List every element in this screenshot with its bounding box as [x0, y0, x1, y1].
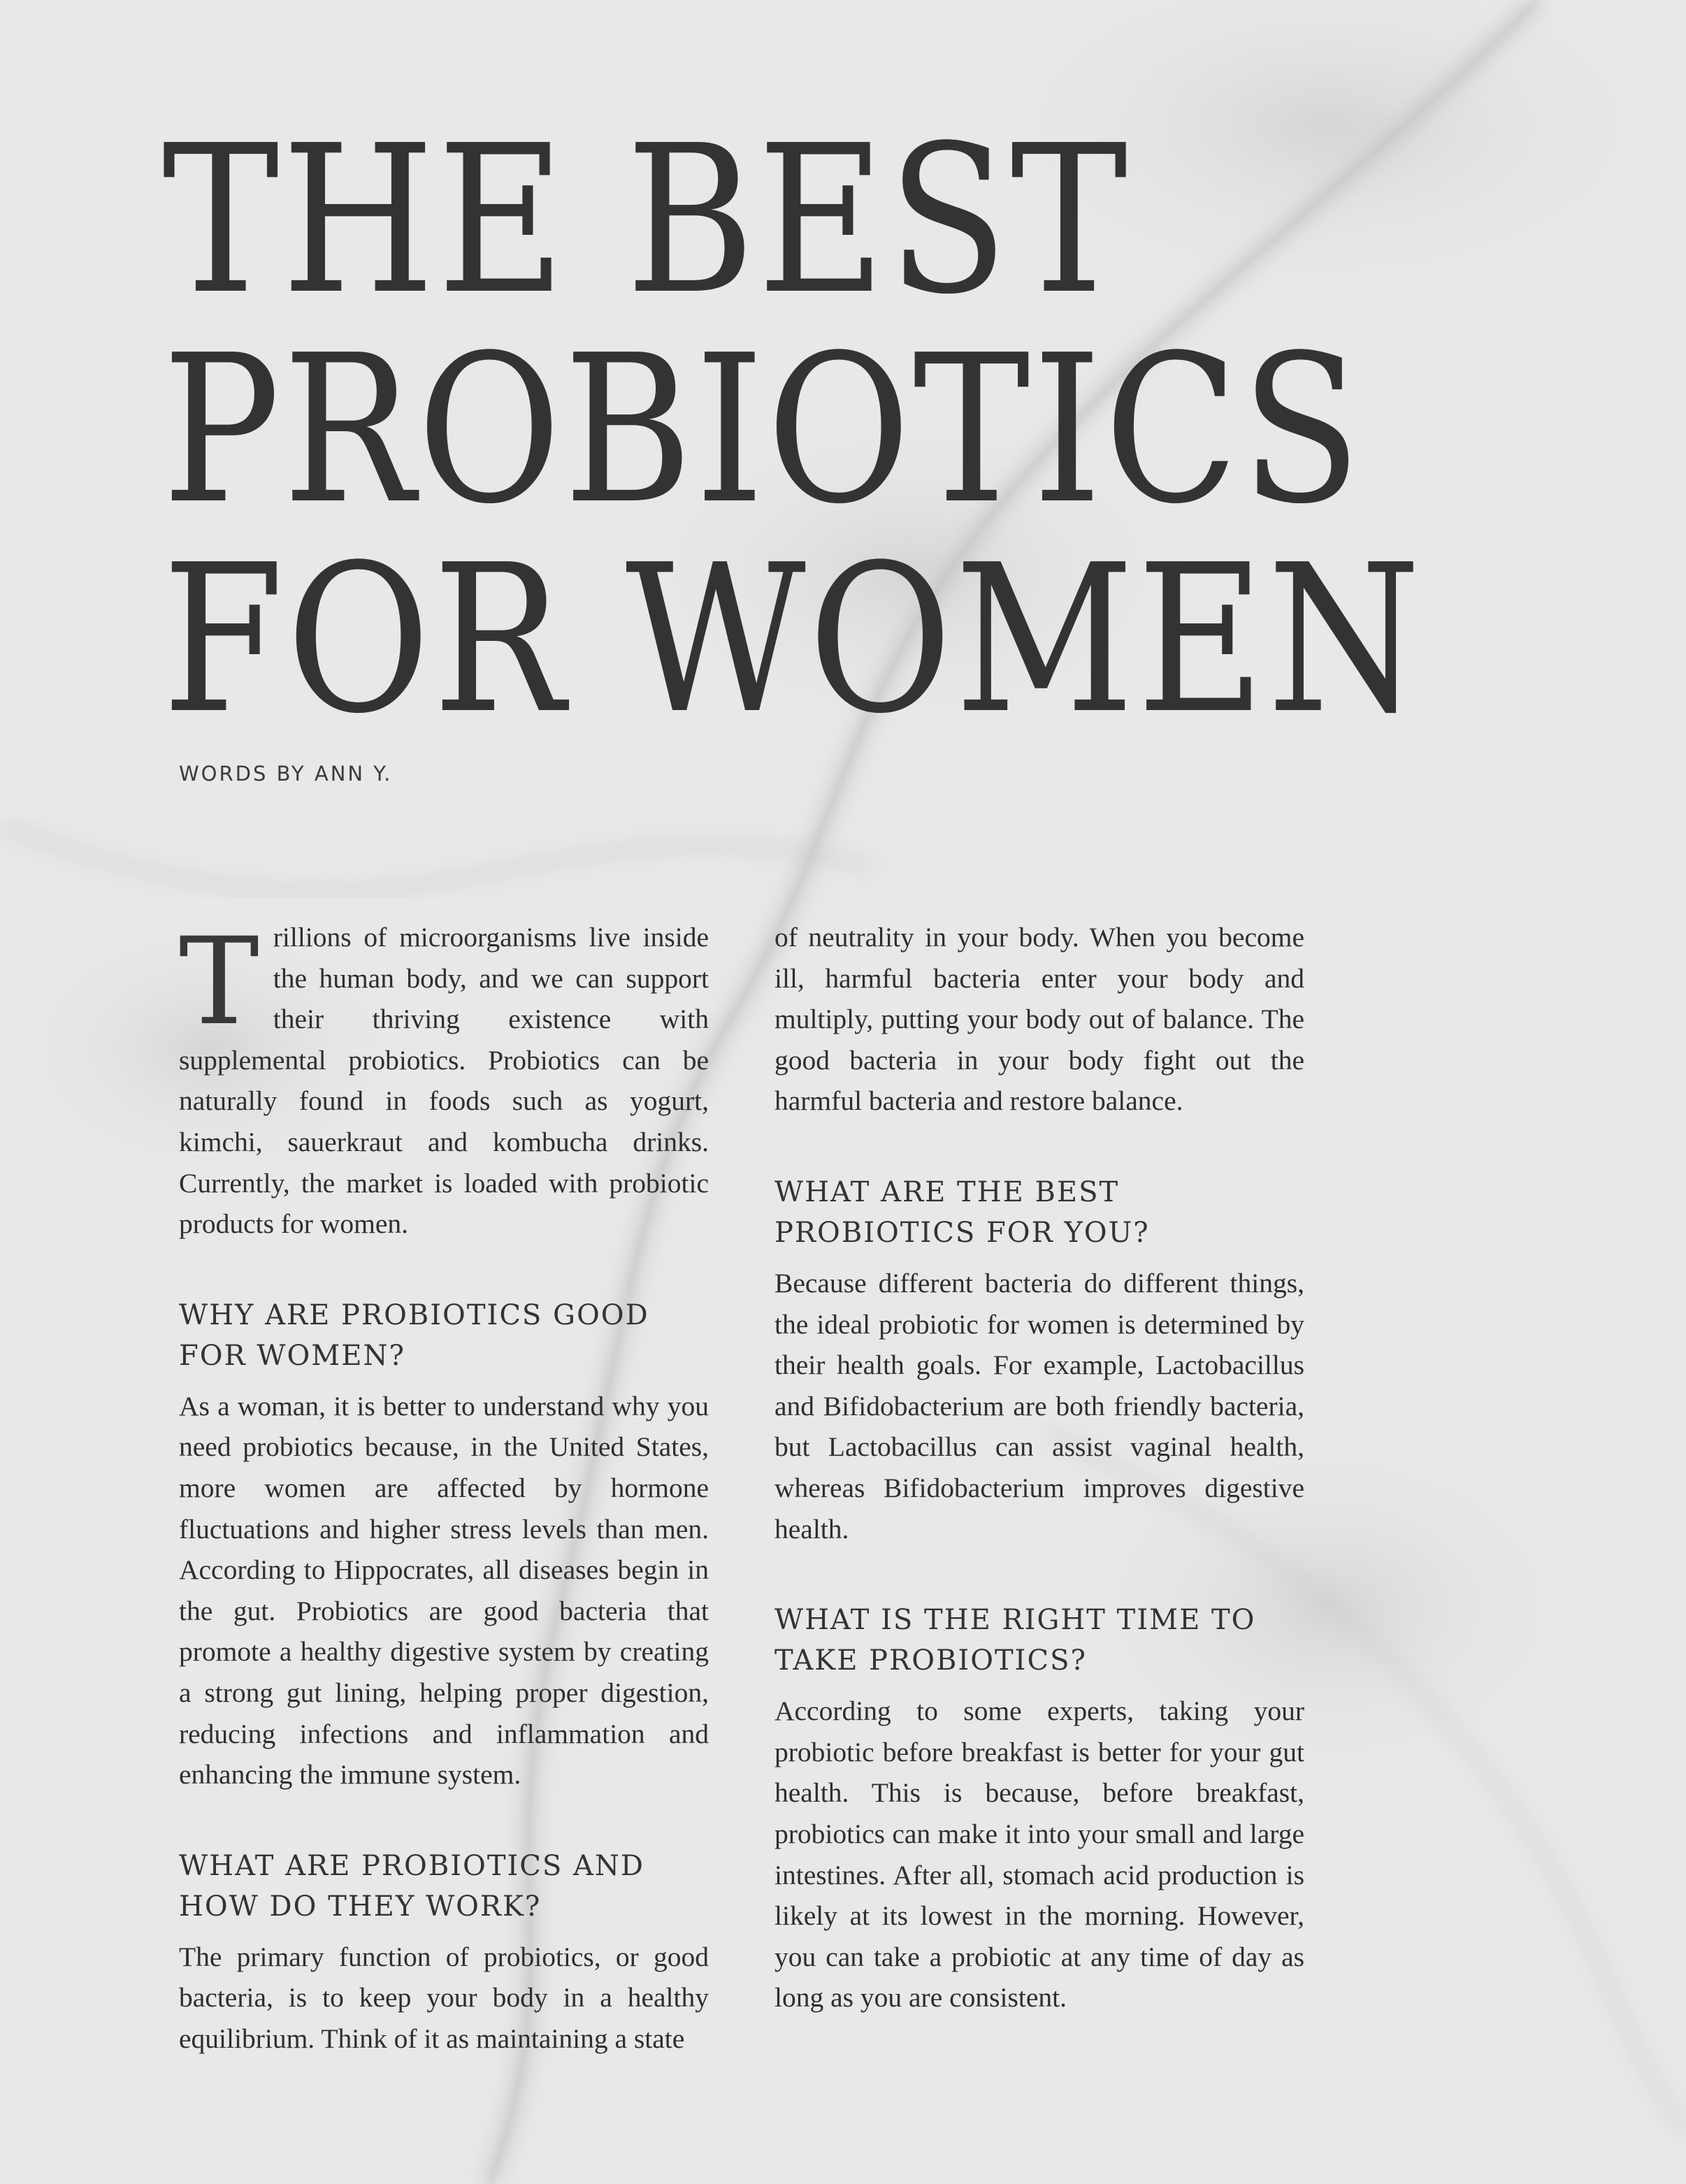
- section-body-best-probiotics: Because different bacteria do different things, the ideal probiotic for women is determined by their health goals. For example, Lactobacillus and Bifidobacterium are both friendly bacteria, but Lactobacillus can assist vaginal health, whereas Bifidobacterium improves digestive health.: [774, 1267, 1304, 1545]
- section-heading-best-probiotics: WHAT ARE THE BEST PROBIOTICS FOR YOU?: [774, 1176, 1150, 1249]
- section-heading-why-good: WHY ARE PROBIOTICS GOOD FOR WOMEN?: [179, 1299, 649, 1372]
- section-body-how-work-part1: The primary function of probiotics, or good bacteria, is to keep your body in a healthy equilibrium. Think of it as maintaining a state: [179, 1941, 709, 2054]
- intro-text: rillions of microorganisms live inside the human body, and we can support their thriving existence with supplemental probiotics. Probiotics can be naturally found in foods such as yogurt, kimchi, sauerkraut and kombucha drinks. Currently, the market is loaded with probiotic products for women.: [179, 922, 709, 1240]
- byline: WORDS BY ANN Y.: [179, 762, 393, 786]
- article-title: [162, 101, 1424, 758]
- section-body-right-time: According to some experts, taking your probiotic before breakfast is better for your gut health. This is because, before breakfast, probiotics can make it into your small and large intestines. After all, stomach acid production is likely at its lowest in the morning. However, you can take a probiotic at any time of day as long as you are consistent.: [774, 1695, 1304, 2013]
- section-heading-right-time: WHAT IS THE RIGHT TIME TO TAKE PROBIOTICS?: [774, 1604, 1256, 1677]
- section-body-why-good: As a woman, it is better to understand why you need probiotics because, in the United States, more women are affected by hormone fluctuations and higher stress levels than men. According to Hippocrates, all diseases begin in the gut. Probiotics are good bacteria that promote a healthy digestive system by creating a strong gut lining, helping proper digestion, reducing infections and inflammation and enhancing the immune system.: [179, 1390, 709, 1791]
- title-line-2: PROBIOTICS: [162, 311, 1364, 549]
- article-column-left: [179, 911, 709, 2059]
- drop-cap: T: [179, 911, 259, 1052]
- section-heading-how-work: WHAT ARE PROBIOTICS AND HOW DO THEY WORK?: [179, 1849, 644, 1923]
- article-column-right: [774, 917, 1304, 2018]
- section-body-how-work-part2: of neutrality in your body. When you become ill, harmful bacteria enter your body and multiply, putting your body out of balance. The good bacteria in your body fight out the harmful bacteria and restore balance.: [774, 922, 1304, 1117]
- title-line-1: THE BEST: [162, 101, 1130, 339]
- intro-paragraph: [179, 911, 709, 1245]
- title-line-3: FOR WOMEN: [162, 521, 1424, 758]
